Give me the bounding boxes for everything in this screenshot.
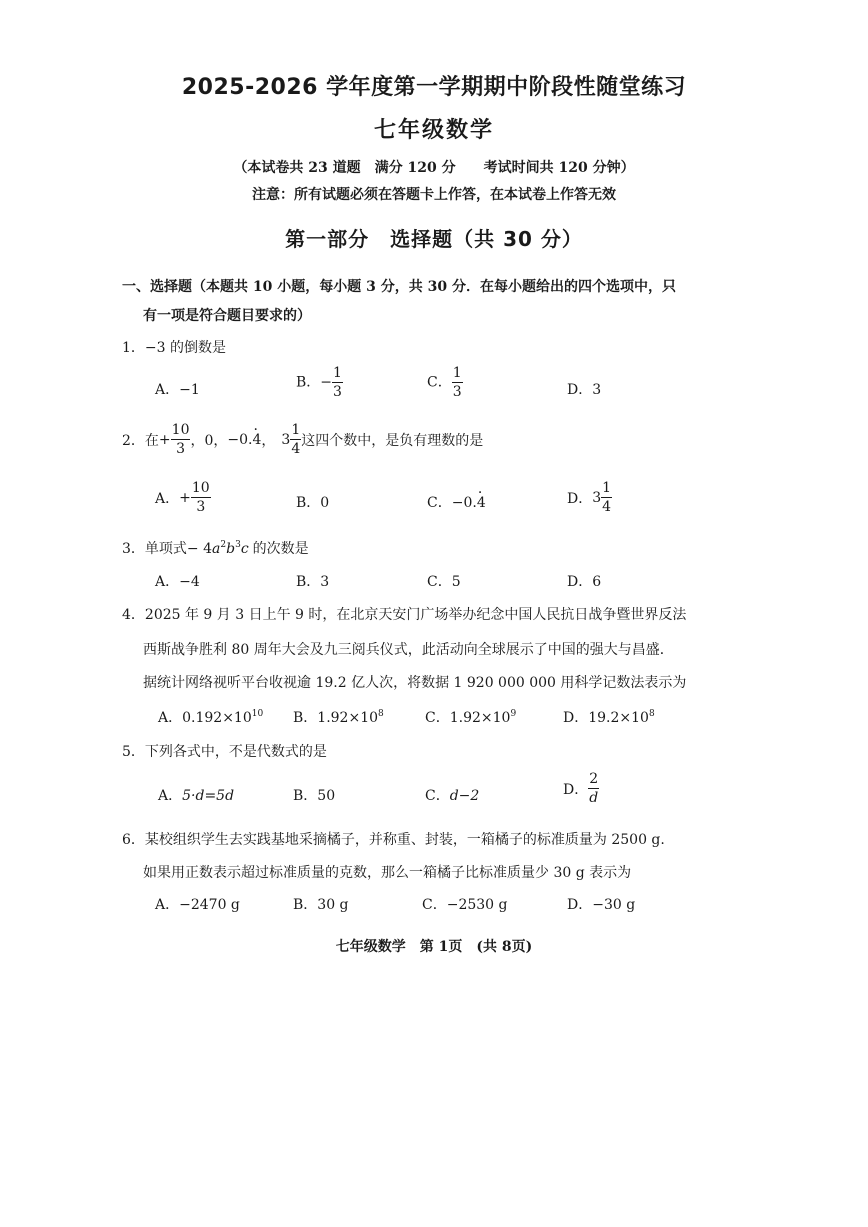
option-label: C． bbox=[425, 788, 450, 804]
option-exponent: 10 bbox=[251, 709, 264, 719]
stem-prefix: 3．单项式 bbox=[122, 541, 187, 557]
option-label: B． bbox=[293, 710, 318, 726]
option-c bbox=[427, 571, 461, 591]
numerator: 10 bbox=[191, 480, 210, 496]
option-d bbox=[563, 707, 655, 727]
option-d bbox=[567, 894, 635, 914]
option-label: A． bbox=[155, 382, 180, 398]
numerator: 1 bbox=[333, 365, 342, 381]
option-value: −1 bbox=[179, 382, 200, 398]
option-b bbox=[296, 492, 329, 512]
option-label: B． bbox=[293, 897, 318, 913]
stem-suffix: 的次数是 bbox=[252, 541, 309, 557]
option-a bbox=[158, 785, 234, 805]
option-c bbox=[422, 894, 508, 914]
variable-a: a bbox=[212, 541, 221, 557]
option-label: C． bbox=[422, 897, 447, 913]
option-label: B． bbox=[296, 374, 321, 391]
fraction bbox=[588, 772, 599, 805]
option-b bbox=[293, 785, 335, 805]
mixed-number bbox=[281, 423, 301, 456]
question-stem bbox=[122, 538, 309, 558]
option-exponent: 9 bbox=[510, 709, 517, 719]
option-base: 1.92×10 bbox=[317, 710, 379, 726]
option-b bbox=[293, 894, 349, 914]
repeating-digit: 4 · bbox=[477, 495, 486, 511]
question-stem bbox=[122, 423, 483, 456]
option-b bbox=[296, 571, 329, 591]
question-stem-line3: 据统计网络视听平台收视逾 19.2 亿人次，将数据 1 920 000 000 用科学记数法表示为 bbox=[143, 675, 687, 691]
option-base: 0.192×10 bbox=[182, 710, 252, 726]
page-footer: 七年级数学 第 1页 (共 8页) bbox=[335, 939, 533, 955]
option-label: C． bbox=[427, 574, 452, 590]
option-label: A． bbox=[158, 788, 183, 804]
section-instructions-line2: 有一项是符合题目要求的） bbox=[143, 308, 311, 324]
option-c bbox=[425, 707, 516, 727]
question-stem-line1: 6．某校组织学生去实践基地采摘橘子，并称重、封装，一箱橘子的标准质量为 2500 g. bbox=[122, 832, 665, 848]
option-label: D． bbox=[563, 781, 589, 798]
option-label: B． bbox=[293, 788, 318, 804]
variable-c: c bbox=[240, 541, 249, 557]
option-label: C． bbox=[427, 374, 452, 391]
whole-part: 3 bbox=[592, 489, 602, 506]
option-label: B． bbox=[296, 574, 321, 590]
coefficient: − 4 bbox=[186, 541, 213, 557]
exam-title: 2025-2026 学年度第一学期期中阶段性随堂练习 bbox=[181, 75, 687, 100]
option-label: D． bbox=[567, 382, 593, 398]
option-label: A． bbox=[158, 710, 183, 726]
option-c bbox=[427, 492, 486, 512]
option-b bbox=[296, 366, 343, 399]
option-a bbox=[155, 481, 211, 514]
option-exponent: 8 bbox=[378, 709, 384, 719]
stem-prefix: 2．在 bbox=[122, 432, 159, 449]
option-value: 5·d=5d bbox=[182, 788, 235, 804]
option-d bbox=[567, 571, 601, 591]
denominator: 4 bbox=[291, 441, 301, 457]
fraction bbox=[452, 366, 463, 399]
option-value: −2530 g bbox=[446, 897, 508, 913]
plus-sign: + bbox=[179, 489, 191, 506]
option-value: −4 bbox=[179, 574, 200, 590]
denominator: d bbox=[589, 790, 599, 806]
stem-comma: ， bbox=[261, 432, 276, 449]
repeating-decimal: −0. bbox=[227, 431, 253, 448]
option-base: 1.92×10 bbox=[449, 710, 511, 726]
repeating-decimal: −0. bbox=[451, 495, 477, 511]
exam-notice: 注意：所有试题必须在答题卡上作答，在本试卷上作答无效 bbox=[252, 187, 616, 203]
plus-sign: + bbox=[158, 431, 171, 448]
option-b bbox=[293, 707, 384, 727]
minus-sign: − bbox=[320, 374, 333, 391]
stem-middle: ，0， bbox=[190, 432, 228, 449]
repeating-digit: 4 · bbox=[253, 432, 262, 448]
option-label: B． bbox=[296, 495, 321, 511]
option-d bbox=[563, 772, 599, 805]
denominator: 3 bbox=[333, 384, 342, 400]
part-heading: 第一部分 选择题（共 30 分） bbox=[285, 227, 583, 251]
option-value: 3 bbox=[320, 574, 330, 590]
fraction bbox=[171, 423, 191, 456]
fraction bbox=[332, 366, 343, 399]
exam-info: （本试卷共 23 道题 满分 120 分 考试时间共 120 分钟） bbox=[233, 160, 635, 176]
option-a bbox=[158, 707, 263, 727]
whole-part: 3 bbox=[281, 431, 291, 448]
option-label: A． bbox=[155, 574, 180, 590]
denominator: 3 bbox=[176, 441, 186, 457]
option-a bbox=[155, 571, 200, 591]
numerator: 10 bbox=[171, 422, 190, 438]
option-value: 30 g bbox=[317, 897, 349, 913]
stem-suffix: 这四个数中，是负有理数的是 bbox=[301, 432, 484, 449]
option-d bbox=[567, 481, 612, 514]
option-value: 6 bbox=[592, 574, 602, 590]
option-value: 5 bbox=[451, 574, 461, 590]
question-stem: 5．下列各式中，不是代数式的是 bbox=[122, 744, 327, 760]
option-value: 0 bbox=[320, 495, 330, 511]
numerator: 1 bbox=[452, 365, 462, 381]
option-value: d−2 bbox=[449, 788, 480, 804]
option-a bbox=[155, 894, 240, 914]
option-label: D． bbox=[567, 490, 593, 507]
denominator: 4 bbox=[602, 499, 612, 515]
fraction bbox=[290, 423, 301, 456]
option-label: A． bbox=[155, 490, 180, 507]
option-base: 19.2×10 bbox=[588, 710, 649, 726]
option-label: D． bbox=[567, 897, 593, 913]
variable-b: b bbox=[226, 541, 236, 557]
denominator: 3 bbox=[452, 384, 462, 400]
option-label: C． bbox=[427, 495, 452, 511]
option-c bbox=[425, 785, 479, 805]
numerator: 2 bbox=[589, 771, 599, 787]
option-label: D． bbox=[567, 574, 593, 590]
numerator: 1 bbox=[602, 480, 612, 496]
fraction bbox=[191, 481, 211, 514]
question-stem-line2: 如果用正数表示超过标准质量的克数，那么一箱橘子比标准质量少 30 g 表示为 bbox=[143, 865, 632, 881]
option-value: 3 bbox=[592, 382, 602, 398]
denominator: 3 bbox=[196, 499, 206, 515]
exponent-a: 2 bbox=[220, 540, 227, 550]
option-label: C． bbox=[425, 710, 450, 726]
subject-title: 七年级数学 bbox=[373, 118, 494, 143]
option-label: A． bbox=[155, 897, 180, 913]
option-exponent: 8 bbox=[648, 709, 655, 719]
option-value: 50 bbox=[317, 788, 336, 804]
option-value: −2470 g bbox=[179, 897, 240, 913]
exponent-b: 3 bbox=[235, 540, 241, 550]
question-stem: 1．−3 的倒数是 bbox=[122, 340, 226, 356]
section-instructions-line1: 一、选择题（本题共 10 小题，每小题 3 分，共 30 分．在每小题给出的四个选项中，只 bbox=[122, 279, 676, 295]
question-stem-line1: 4．2025 年 9 月 3 日上午 9 时，在北京天安门广场举办纪念中国人民抗日战争暨世界反法 bbox=[122, 607, 687, 623]
option-d bbox=[567, 379, 601, 399]
option-value: −30 g bbox=[592, 897, 636, 913]
option-a bbox=[155, 379, 200, 399]
fraction bbox=[601, 481, 612, 514]
numerator: 1 bbox=[291, 422, 301, 438]
question-stem-line2: 西斯战争胜利 80 周年大会及九三阅兵仪式，此活动向全球展示了中国的强大与昌盛． bbox=[143, 642, 674, 658]
option-c bbox=[427, 366, 463, 399]
option-label: D． bbox=[563, 710, 589, 726]
